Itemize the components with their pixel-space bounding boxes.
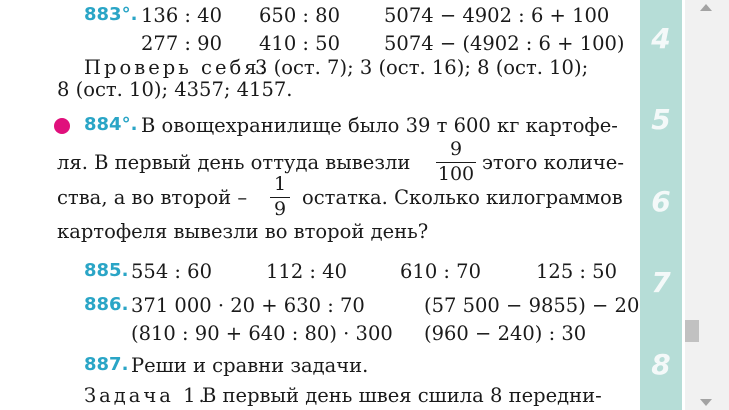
ex884-line-1: В овощехранилище было 39 т 600 кг картофе- [141, 114, 618, 137]
vertical-scrollbar[interactable] [685, 0, 729, 410]
fraction-numerator: 1 [273, 173, 287, 195]
ex885-expr-1: 554 : 60 [131, 260, 212, 283]
scrollbar-thumb[interactable] [685, 320, 699, 342]
scroll-up-arrow-icon[interactable] [700, 4, 712, 11]
ex884-line-3b: остатка. Сколько килограммов [302, 186, 623, 209]
ex886-expr-1: 371 000 · 20 + 630 : 70 [131, 294, 365, 317]
exercise-886-number: 886. [84, 294, 129, 315]
ex886-expr-4: (960 − 240) : 30 [424, 322, 587, 345]
difficulty-bullet-icon [54, 118, 70, 134]
ex883-expr-2: 650 : 80 [259, 4, 340, 27]
sidebar-digit: 7 [651, 266, 671, 299]
exercise-885-number: 885. [84, 260, 129, 281]
exercise-887-number: 887. [84, 354, 129, 375]
exercise-883-number: 883°. [84, 4, 138, 25]
ex886-expr-3: (810 : 90 + 640 : 80) · 300 [131, 322, 393, 345]
fraction-denominator: 9 [273, 198, 287, 220]
sidebar-digit: 8 [651, 348, 671, 381]
task-1-text: В первый день швея сшила 8 передни- [202, 384, 602, 407]
ex885-expr-4: 125 : 50 [536, 260, 617, 283]
page-edge-strip [640, 0, 682, 410]
ex884-line-4: картофеля вывезли во второй день? [57, 220, 429, 243]
ex883-expr-3: 5074 − 4902 : 6 + 100 [384, 4, 610, 27]
sidebar-digit: 6 [651, 185, 671, 218]
ex883-expr-5: 410 : 50 [259, 32, 340, 55]
sidebar-digit: 5 [651, 103, 671, 136]
fraction-numerator: 9 [449, 138, 463, 160]
ex887-title: Реши и сравни задачи. [131, 354, 369, 377]
check-label: Проверь себя: [84, 56, 270, 79]
exercise-884-number: 884°. [84, 114, 138, 135]
ex883-expr-4: 277 : 90 [141, 32, 222, 55]
check-answers-2: 8 (ост. 10); 4357; 4157. [57, 78, 293, 101]
ex884-line-3a: ства, а во второй – [57, 186, 248, 209]
ex883-expr-6: 5074 − (4902 : 6 + 100) [384, 32, 625, 55]
fraction-denominator: 100 [437, 163, 475, 185]
ex885-expr-3: 610 : 70 [400, 260, 481, 283]
fraction-9-100 [436, 140, 476, 184]
ex884-line-2b: этого количе- [482, 151, 624, 174]
check-answers-1: 3 (ост. 7); 3 (ост. 16); 8 (ост. 10); [255, 56, 589, 79]
ex885-expr-2: 112 : 40 [266, 260, 347, 283]
scroll-down-arrow-icon[interactable] [700, 399, 712, 406]
task-1-label: Задача 1. [84, 384, 208, 407]
fraction-1-9 [270, 175, 290, 219]
ex883-expr-1: 136 : 40 [141, 4, 222, 27]
ex884-line-2a: ля. В первый день оттуда вывезли [57, 151, 411, 174]
sidebar-digit: 4 [651, 22, 671, 55]
ex886-expr-2: (57 500 − 9855) − 20 [424, 294, 640, 317]
